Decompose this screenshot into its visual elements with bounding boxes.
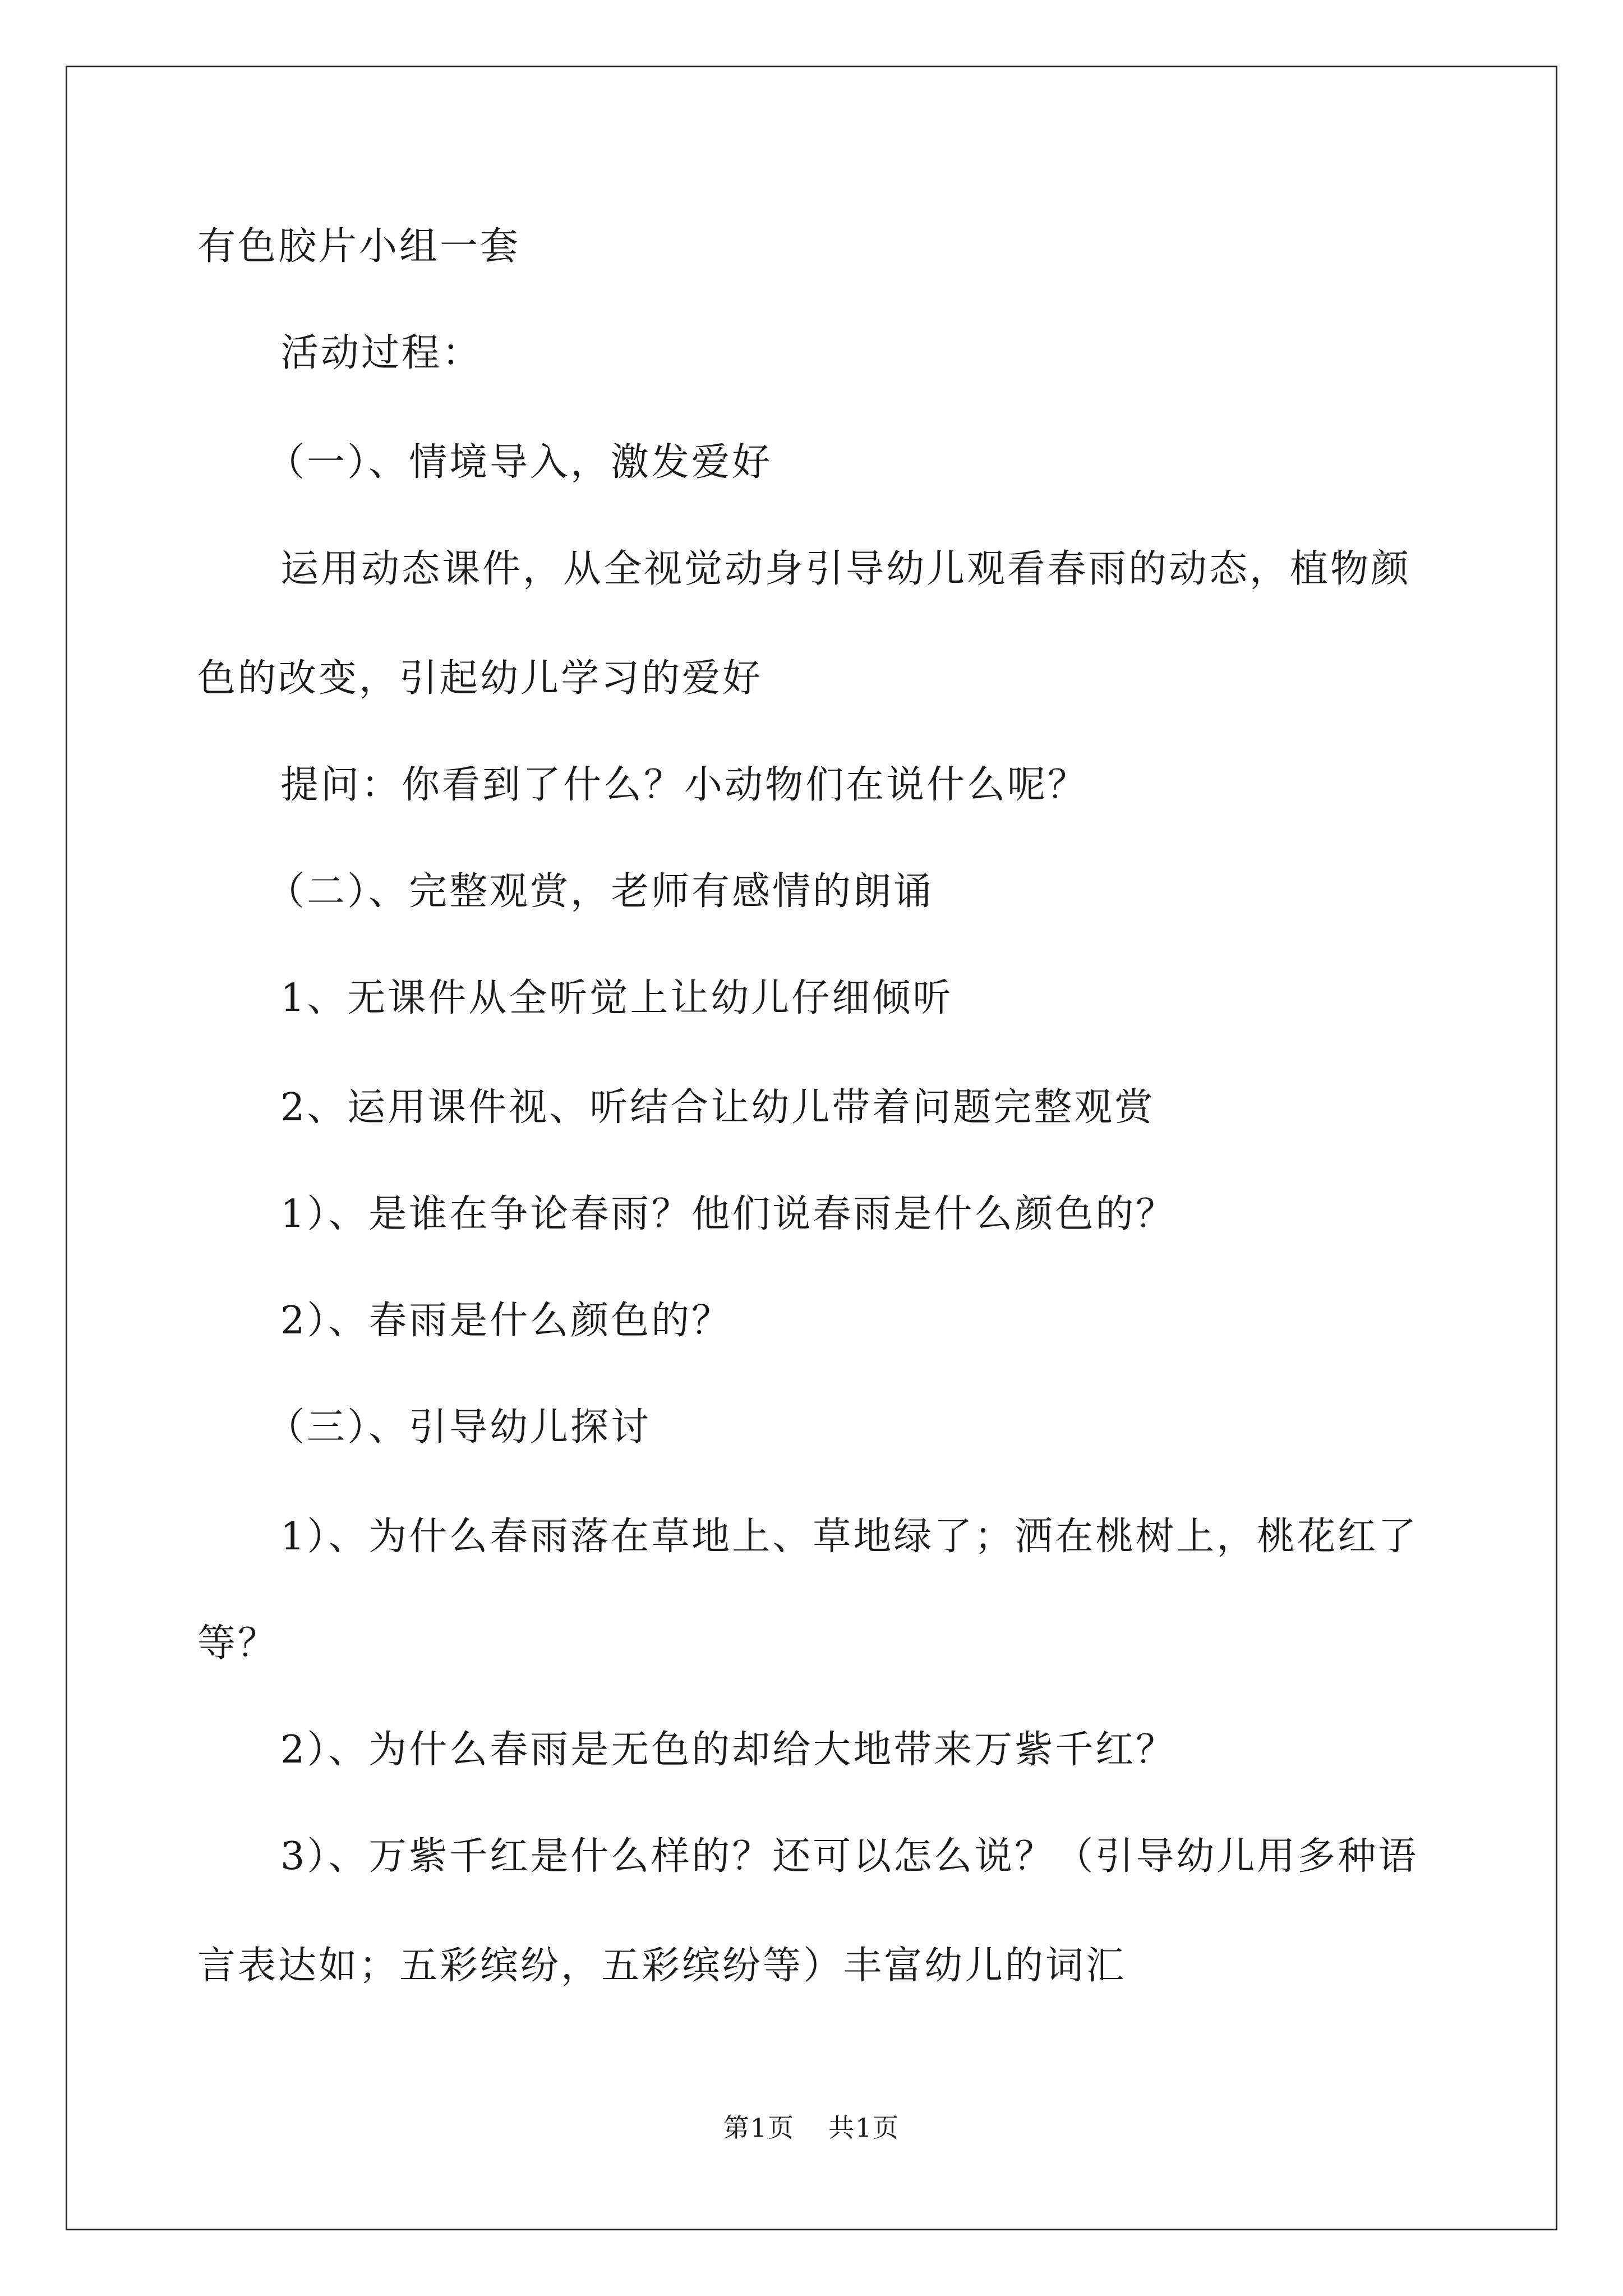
list-item: 3）、万紫千红是什么样的？还可以怎么说？（引导幼儿用多种语 — [280, 1834, 1419, 1879]
page-total: 共1页 — [828, 2113, 900, 2143]
list-item: 2、运用课件视、听结合让幼儿带着问题完整观赏 — [280, 1085, 1155, 1130]
page-border — [66, 66, 1557, 2230]
section-heading-process: 活动过程： — [280, 331, 483, 375]
paragraph-line: 言表达如；五彩缤纷，五彩缤纷等）丰富幼儿的词汇 — [197, 1944, 1127, 1988]
page-number: 第1页 — [723, 2113, 795, 2143]
paragraph-line: 等？ — [197, 1621, 279, 1665]
list-item: 1）、为什么春雨落在草地上、草地绿了；洒在桃树上，桃花红了 — [280, 1515, 1419, 1559]
paragraph-line: 提问：你看到了什么？小动物们在说什么呢？ — [280, 763, 1089, 807]
list-item: 1、无课件从全听觉上让幼儿仔细倾听 — [280, 976, 953, 1020]
list-item: 2）、春雨是什么颜色的？ — [280, 1299, 732, 1343]
page-footer — [0, 2112, 1623, 2143]
material-line: 有色胶片小组一套 — [197, 224, 521, 269]
section-heading-3: （三）、引导幼儿探讨 — [266, 1405, 652, 1450]
section-heading-1: （一）、情境导入，激发爱好 — [266, 440, 773, 485]
list-item: 2）、为什么春雨是无色的却给大地带来万紫千红？ — [280, 1728, 1177, 1772]
paragraph-line: 运用动态课件，从全视觉动身引导幼儿观看春雨的动态，植物颜 — [280, 547, 1412, 591]
paragraph-line: 色的改变，引起幼儿学习的爱好 — [197, 656, 763, 701]
section-heading-2: （二）、完整观赏，老师有感情的朗诵 — [266, 869, 934, 914]
list-item: 1）、是谁在争论春雨？他们说春雨是什么颜色的？ — [280, 1192, 1177, 1236]
